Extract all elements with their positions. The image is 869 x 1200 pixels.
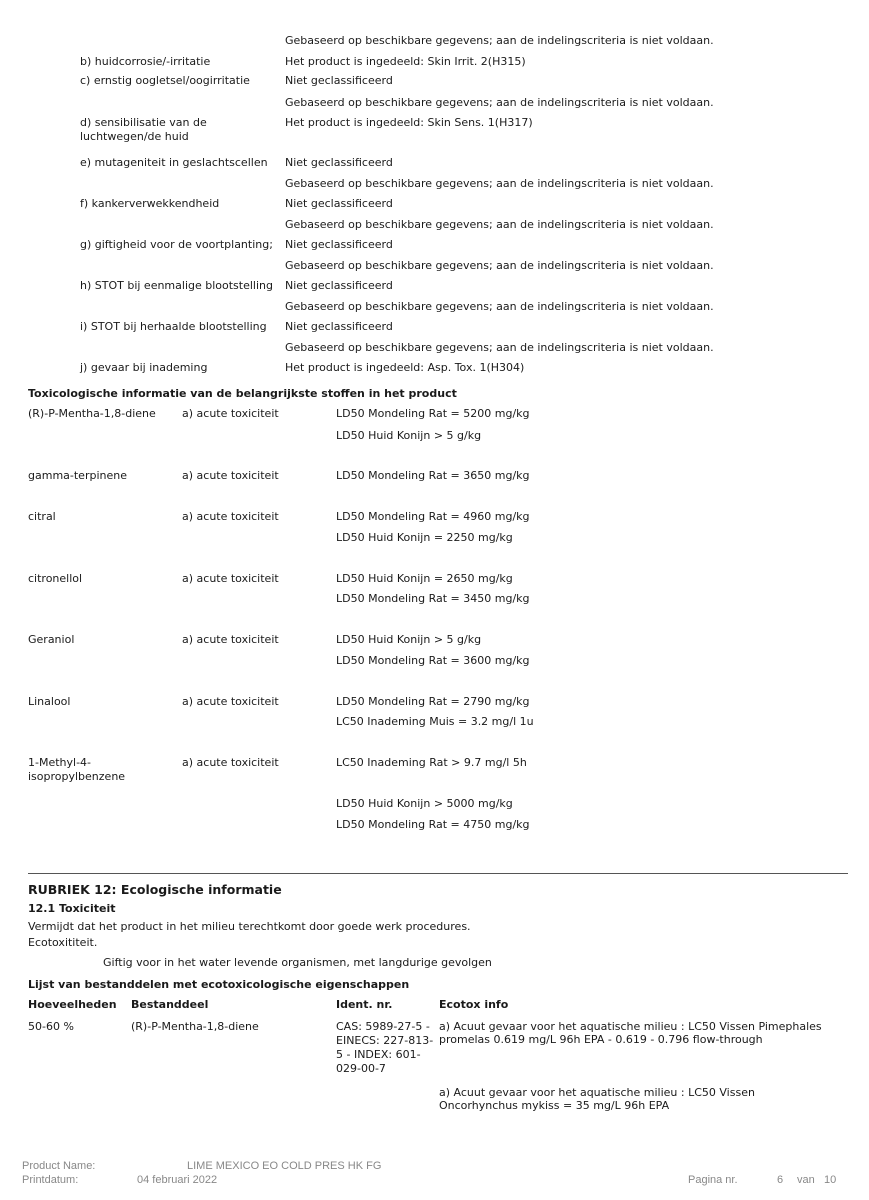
section-text: Giftig voor in het water levende organismen, met langdurige gevolgen [103,956,492,969]
header-ident: Ident. nr. [336,998,393,1011]
criteria-label: i) STOT bij herhaalde blootstelling [80,320,267,333]
substance-value: LD50 Mondeling Rat = 2790 mg/kg [336,695,530,708]
criteria-value: Niet geclassificeerd [285,279,393,292]
header-component: Bestanddeel [131,998,209,1011]
criteria-value: Gebaseerd op beschikbare gegevens; aan de indelingscriteria is niet voldaan. [285,218,714,231]
criteria-value: Gebaseerd op beschikbare gegevens; aan de indelingscriteria is niet voldaan. [285,259,714,272]
substance-type: a) acute toxiciteit [182,572,279,585]
criteria-label: g) giftigheid voor de voortplanting; [80,238,273,251]
substance-name: citronellol [28,572,83,585]
substance-type: a) acute toxiciteit [182,510,279,523]
criteria-value: Gebaseerd op beschikbare gegevens; aan de indelingscriteria is niet voldaan. [285,341,714,354]
footer-page-number: 6 [777,1174,784,1186]
criteria-label: b) huidcorrosie/-irritatie [80,55,211,68]
row-ecotox: a) Acuut gevaar voor het aquatische milieu : LC50 Vissen Pimephales promelas 0.619 mg/L 96h EPA - 0.619 - 0.796 flow-through [439,1020,822,1046]
section-title: RUBRIEK 12: Ecologische informatie [28,882,282,897]
row-ecotox: a) Acuut gevaar voor het aquatische milieu : LC50 Vissen Oncorhynchus mykiss = 35 mg/L 96h EPA [439,1086,755,1112]
substance-name: Geraniol [28,633,75,646]
list-heading: Lijst van bestanddelen met ecotoxicologische eigenschappen [28,978,410,991]
footer-print-label: Printdatum: [22,1174,79,1186]
criteria-value: Gebaseerd op beschikbare gegevens; aan de indelingscriteria is niet voldaan. [285,177,714,190]
criteria-value: Niet geclassificeerd [285,238,393,251]
criteria-value: Het product is ingedeeld: Skin Sens. 1(H317) [285,116,533,129]
footer-page-label: Pagina nr. [688,1174,738,1186]
row-component: (R)-P-Mentha-1,8-diene [131,1020,259,1033]
substance-type: a) acute toxiciteit [182,756,279,769]
substance-value: LD50 Huid Konijn = 2250 mg/kg [336,531,513,544]
footer-product-label: Product Name: [22,1160,96,1172]
criteria-label: j) gevaar bij inademing [80,361,208,374]
substance-value: LD50 Mondeling Rat = 3650 mg/kg [336,469,530,482]
criteria-value: Het product is ingedeeld: Asp. Tox. 1(H304) [285,361,525,374]
criteria-label: f) kankerverwekkendheid [80,197,220,210]
substances-heading: Toxicologische informatie van de belangrijkste stoffen in het product [28,387,457,400]
substance-value: LD50 Huid Konijn > 5000 mg/kg [336,797,513,810]
substance-value: LC50 Inademing Muis = 3.2 mg/l 1u [336,715,534,728]
substance-type: a) acute toxiciteit [182,407,279,420]
substance-name: Linalool [28,695,71,708]
row-amount: 50-60 % [28,1020,74,1033]
criteria-label: h) STOT bij eenmalige blootstelling [80,279,273,292]
substance-type: a) acute toxiciteit [182,469,279,482]
footer-product-name: LIME MEXICO EO COLD PRES HK FG [187,1160,382,1172]
substance-type: a) acute toxiciteit [182,633,279,646]
criteria-value: Niet geclassificeerd [285,156,393,169]
substance-value: LD50 Mondeling Rat = 3600 mg/kg [336,654,530,667]
header-amount: Hoeveelheden [28,998,117,1011]
criteria-value: Niet geclassificeerd [285,74,393,87]
criteria-value: Niet geclassificeerd [285,320,393,333]
section-text: Vermijdt dat het product in het milieu terechtkomt door goede werk procedures. [28,920,471,933]
criteria-value: Gebaseerd op beschikbare gegevens; aan de indelingscriteria is niet voldaan. [285,34,714,47]
criteria-value: Gebaseerd op beschikbare gegevens; aan de indelingscriteria is niet voldaan. [285,96,714,109]
section-text: Ecotoxititeit. [28,936,98,949]
substance-name: (R)-P-Mentha-1,8-diene [28,407,156,420]
substance-type: a) acute toxiciteit [182,695,279,708]
substance-value: LD50 Mondeling Rat = 3450 mg/kg [336,592,530,605]
substance-value: LD50 Mondeling Rat = 5200 mg/kg [336,407,530,420]
section-divider [28,873,848,874]
row-ident: CAS: 5989-27-5 - EINECS: 227-813-5 - INDEX: 601-029-00-7 [336,1020,434,1075]
substance-value: LD50 Huid Konijn > 5 g/kg [336,429,482,442]
criteria-value: Niet geclassificeerd [285,197,393,210]
footer-print-date: 04 februari 2022 [137,1174,218,1186]
criteria-label: e) mutageniteit in geslachtscellen [80,156,268,169]
criteria-value: Het product is ingedeeld: Skin Irrit. 2(H315) [285,55,526,68]
substance-value: LD50 Mondeling Rat = 4750 mg/kg [336,818,530,831]
substance-value: LD50 Huid Konijn > 5 g/kg [336,633,482,646]
substance-value: LC50 Inademing Rat > 9.7 mg/l 5h [336,756,527,769]
substance-value: LD50 Mondeling Rat = 4960 mg/kg [336,510,530,523]
criteria-label: c) ernstig oogletsel/oogirritatie [80,74,250,87]
criteria-label: d) sensibilisatie van de luchtwegen/de huid [80,116,207,143]
substance-name: gamma-terpinene [28,469,127,482]
footer-page-sep: van [797,1174,815,1186]
substance-value: LD50 Huid Konijn = 2650 mg/kg [336,572,513,585]
header-ecotox: Ecotox info [439,998,509,1011]
substance-name: citral [28,510,56,523]
section-subtitle: 12.1 Toxiciteit [28,902,116,915]
criteria-value: Gebaseerd op beschikbare gegevens; aan de indelingscriteria is niet voldaan. [285,300,714,313]
substance-name: 1-Methyl-4-isopropylbenzene [28,756,126,783]
footer-page-total: 10 [824,1174,837,1186]
